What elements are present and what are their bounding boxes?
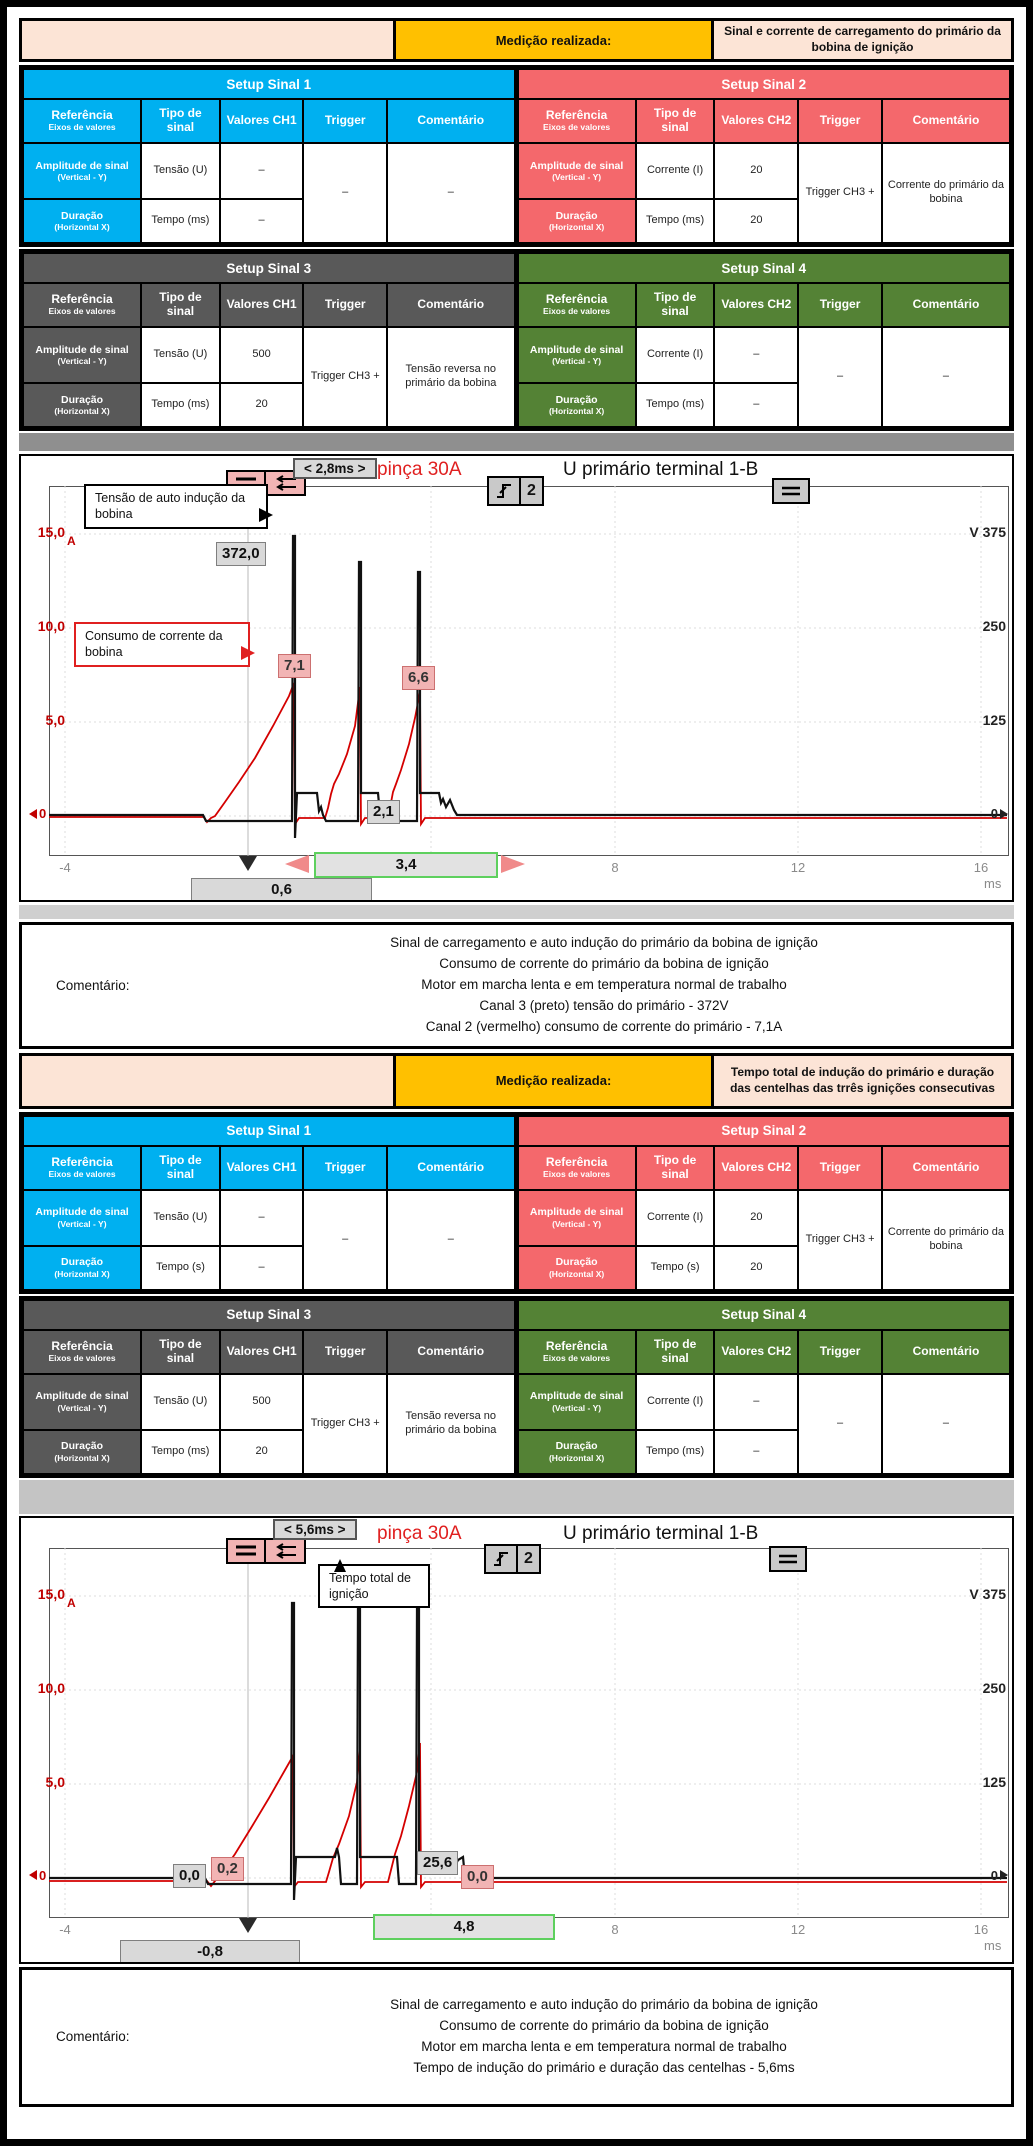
comment-line: Consumo de corrente do primário da bobina de ignição — [439, 955, 769, 971]
cell-comment: – — [882, 1374, 1010, 1474]
left-zero-marker: 0 — [29, 806, 46, 821]
cell-tipo2: Tempo (s) — [141, 1246, 220, 1290]
x-tick: -4 — [59, 860, 71, 875]
cell-val2: 20 — [220, 383, 304, 427]
value-spark-time: 2,1 — [367, 800, 400, 824]
cursor-lines-iconbox — [772, 478, 810, 504]
oscilloscope-1 — [19, 454, 1014, 902]
setup-title: Setup Sinal 3 — [23, 1300, 515, 1330]
cell-val2: 20 — [220, 1430, 304, 1474]
cursor-lines-icon — [771, 1548, 805, 1570]
col-header-comentario: Comentário — [882, 283, 1010, 327]
header-blank-cell — [22, 1056, 396, 1106]
left-arrow-icon — [29, 809, 37, 819]
cell-tipo2: Tempo (ms) — [141, 383, 220, 427]
measurement-label: Medição realizada: — [396, 21, 714, 59]
cursor-lines-iconbox — [769, 1546, 807, 1572]
col-header-tipo: Tipo de sinal — [636, 1146, 715, 1190]
cell-val2: – — [220, 1246, 304, 1290]
x-unit: ms — [984, 876, 1002, 891]
setup-sinal-2-table — [517, 68, 1012, 244]
setup-title: Setup Sinal 1 — [23, 69, 515, 99]
cell-trigger: – — [798, 1374, 882, 1474]
row-duracao: Duração (Horizontal X) — [23, 1430, 141, 1474]
row-duracao: Duração (Horizontal X) — [518, 1246, 636, 1290]
value-current-third: 6,6 — [402, 666, 435, 690]
cell-trigger: Trigger CH3 + — [303, 327, 387, 427]
value-delta-time: 4,8 — [373, 1914, 555, 1940]
y-right-375: V 375 — [969, 1585, 1006, 1602]
comment-text — [237, 1987, 1011, 2087]
cell-tipo2: Tempo (s) — [636, 1246, 715, 1290]
cell-tipo1: Tensão (U) — [141, 1374, 220, 1430]
right-zero-marker: 0 — [991, 1868, 1008, 1883]
cell-comment: – — [387, 143, 515, 243]
col-header-trigger: Trigger — [798, 99, 882, 143]
scope-plot — [49, 1548, 1009, 1918]
setup-sinal-4-table — [517, 252, 1012, 428]
callout-auto-induction: Tensão de auto indução da bobina — [84, 484, 268, 529]
cell-tipo2: Tempo (ms) — [636, 199, 715, 243]
cell-tipo1: Tensão (U) — [141, 143, 220, 199]
arrow-right-icon — [501, 855, 525, 873]
col-header-tipo: Tipo de sinal — [141, 99, 220, 143]
comment-line: Motor em marcha lenta e em temperatura normal de trabalho — [421, 2038, 787, 2054]
col-header-referencia: Referência Eixos de valores — [23, 1146, 141, 1190]
setup-title: Setup Sinal 4 — [518, 253, 1011, 283]
setup-tables-1-2 — [19, 1112, 1014, 1294]
cell-val1: – — [714, 1374, 798, 1430]
cell-comment: Corrente do primário da bobina — [882, 143, 1010, 243]
col-header-comentario: Comentário — [882, 99, 1010, 143]
col-header-tipo: Tipo de sinal — [141, 1146, 220, 1190]
col-header-valores: Valores CH1 — [220, 1146, 304, 1190]
col-header-valores: Valores CH1 — [220, 99, 304, 143]
col-header-valores: Valores CH2 — [714, 283, 798, 327]
setup-sinal-4-table — [517, 1299, 1012, 1475]
setup-title: Setup Sinal 2 — [518, 69, 1011, 99]
scope-plot — [49, 486, 1009, 856]
col-header-trigger: Trigger — [303, 1146, 387, 1190]
comment-line: Tempo de indução do primário e duração das centelhas - 5,6ms — [413, 2059, 795, 2075]
callout-current-consumption: Consumo de corrente da bobina — [74, 622, 250, 667]
cell-val1: 500 — [220, 1374, 304, 1430]
channel-controls-iconbox — [226, 1538, 306, 1564]
setup-sinal-3-table — [22, 252, 517, 428]
col-header-tipo: Tipo de sinal — [636, 283, 715, 327]
setup-sinal-3-table — [22, 1299, 517, 1475]
x-tick: -4 — [59, 1921, 71, 1937]
trigger-settings-iconbox — [487, 476, 544, 506]
x-tick: 8 — [611, 1921, 619, 1937]
setup-title: Setup Sinal 4 — [518, 1300, 1011, 1330]
oscilloscope-2 — [19, 1516, 1014, 1964]
y-left-5: 5,0 — [45, 712, 65, 728]
trigger-settings-iconbox — [484, 1544, 541, 1574]
cell-trigger: – — [303, 143, 387, 243]
cell-tipo1: Corrente (I) — [636, 1190, 715, 1246]
scope-title: U primário terminal 1-B — [563, 1522, 759, 1544]
cell-val2: 20 — [714, 199, 798, 243]
cell-tipo2: Tempo (ms) — [636, 1430, 715, 1474]
col-header-referencia: Referência Eixos de valores — [23, 283, 141, 327]
callout-total-ignition-time: Tempo total de ignição — [318, 1564, 430, 1609]
value-start-time: 0,6 — [191, 878, 372, 902]
row-amplitude: Amplitude de sinal (Vertical - Y) — [518, 143, 636, 199]
setup-sinal-2-table — [517, 1115, 1012, 1291]
col-header-valores: Valores CH2 — [714, 1330, 798, 1374]
col-header-trigger: Trigger — [798, 1146, 882, 1190]
setup-tables-3-4 — [19, 1296, 1014, 1478]
cell-val1: 500 — [220, 327, 304, 383]
x-tick: 12 — [790, 860, 806, 875]
col-header-trigger: Trigger — [798, 283, 882, 327]
cell-tipo1: Corrente (I) — [636, 143, 715, 199]
header-blank-cell — [22, 21, 396, 59]
row-amplitude: Amplitude de sinal (Vertical - Y) — [518, 327, 636, 383]
value-burn-voltage: 25,6 — [417, 1851, 458, 1875]
comment-section-1 — [19, 922, 1014, 1049]
col-header-valores: Valores CH2 — [714, 99, 798, 143]
col-header-trigger: Trigger — [798, 1330, 882, 1374]
col-header-referencia: Referência Eixos de valores — [518, 99, 636, 143]
right-zero-marker: 0 — [991, 806, 1008, 821]
col-header-valores: Valores CH2 — [714, 1146, 798, 1190]
x-tick: 16 — [973, 860, 989, 875]
cell-val1: – — [220, 143, 304, 199]
row-amplitude: Amplitude de sinal (Vertical - Y) — [23, 1190, 141, 1246]
comment-line: Motor em marcha lenta e em temperatura normal de trabalho — [421, 976, 787, 992]
cell-trigger: – — [303, 1190, 387, 1290]
col-header-comentario: Comentário — [882, 1146, 1010, 1190]
col-header-trigger: Trigger — [303, 283, 387, 327]
y-left-10: 10,0 — [37, 1679, 65, 1696]
cell-val2: – — [714, 383, 798, 427]
row-amplitude: Amplitude de sinal (Vertical - Y) — [518, 1374, 636, 1430]
cell-tipo2: Tempo (ms) — [141, 1430, 220, 1474]
channel-levels-icon — [228, 1540, 264, 1562]
cell-tipo1: Tensão (U) — [141, 1190, 220, 1246]
setup-tables-3-4 — [19, 249, 1014, 431]
x-tick: 12 — [790, 1921, 806, 1937]
row-amplitude: Amplitude de sinal (Vertical - Y) — [23, 143, 141, 199]
value-current-peak: 7,1 — [278, 654, 311, 678]
y-left-unit: A — [67, 1595, 76, 1610]
y-left-10: 10,0 — [37, 618, 65, 634]
col-header-comentario: Comentário — [387, 283, 515, 327]
trace-voltage-black — [49, 1600, 1007, 1900]
x-tick: 8 — [611, 860, 619, 875]
col-header-comentario: Comentário — [387, 1146, 515, 1190]
cursor-lines-icon — [774, 480, 808, 502]
divider-strip — [19, 1480, 1014, 1514]
arrow-left-icon — [285, 855, 309, 873]
setup-tables-1-2 — [19, 65, 1014, 247]
cell-val1: 20 — [714, 143, 798, 199]
col-header-comentario: Comentário — [387, 1330, 515, 1374]
y-right-375: V 375 — [969, 524, 1006, 540]
col-header-trigger: Trigger — [303, 1330, 387, 1374]
row-duracao: Duração (Horizontal X) — [518, 199, 636, 243]
scope-title-red: pinça 30A — [377, 1522, 462, 1544]
cell-val2: 20 — [714, 1246, 798, 1290]
col-header-tipo: Tipo de sinal — [141, 1330, 220, 1374]
trigger-channel-number: 2 — [519, 478, 542, 504]
row-duracao: Duração (Horizontal X) — [518, 1430, 636, 1474]
row-amplitude: Amplitude de sinal (Vertical - Y) — [23, 1374, 141, 1430]
cell-val1: 20 — [714, 1190, 798, 1246]
col-header-valores: Valores CH1 — [220, 1330, 304, 1374]
cell-val1: – — [220, 1190, 304, 1246]
row-amplitude: Amplitude de sinal (Vertical - Y) — [23, 327, 141, 383]
scope-title-red: pinça 30A — [377, 459, 462, 480]
cell-val1: – — [714, 327, 798, 383]
col-header-comentario: Comentário — [882, 1330, 1010, 1374]
comment-line: Canal 3 (preto) tensão do primário - 372V — [479, 997, 729, 1013]
measurement-header-2 — [19, 1053, 1014, 1109]
setup-title: Setup Sinal 1 — [23, 1116, 515, 1146]
cell-tipo2: Tempo (ms) — [636, 383, 715, 427]
y-right-125: 125 — [982, 1773, 1006, 1790]
measurement-label: Medição realizada: — [396, 1056, 714, 1106]
col-header-referencia: Referência Eixos de valores — [518, 1146, 636, 1190]
value-start-time: -0,8 — [120, 1940, 300, 1964]
row-duracao: Duração (Horizontal X) — [518, 383, 636, 427]
comment-label: Comentário: — [56, 2029, 130, 2045]
comment-label: Comentário: — [56, 977, 130, 993]
col-header-referencia: Referência Eixos de valores — [518, 283, 636, 327]
y-left-15: 15,0 — [37, 524, 65, 540]
cell-tipo1: Corrente (I) — [636, 327, 715, 383]
x-tick: 16 — [973, 1921, 989, 1937]
left-zero-marker: 0 — [29, 1868, 46, 1883]
y-left-5: 5,0 — [45, 1773, 65, 1790]
col-header-tipo: Tipo de sinal — [636, 1330, 715, 1374]
y-left-unit: A — [67, 534, 76, 548]
cell-trigger: – — [798, 327, 882, 427]
trace-current-red — [49, 683, 1007, 824]
setup-sinal-1-table — [22, 68, 517, 244]
col-header-trigger: Trigger — [303, 99, 387, 143]
setup-sinal-1-table — [22, 1115, 517, 1291]
y-left-15: 15,0 — [37, 1585, 65, 1602]
comment-line: Consumo de corrente do primário da bobina de ignição — [439, 2017, 769, 2033]
cell-comment: Corrente do primário da bobina — [882, 1190, 1010, 1290]
scope-title: U primário terminal 1-B — [563, 459, 759, 480]
cell-val2: – — [220, 199, 304, 243]
comment-section-2 — [19, 1967, 1014, 2107]
measurement-header-1 — [19, 18, 1014, 62]
y-right-250: 250 — [982, 1679, 1006, 1696]
cell-trigger: Trigger CH3 + — [798, 1190, 882, 1290]
trigger-marker-icon — [239, 856, 257, 871]
y-right-250: 250 — [982, 618, 1006, 634]
comment-line: Sinal de carregamento e auto indução do primário da bobina de ignição — [390, 1996, 818, 2012]
row-duracao: Duração (Horizontal X) — [23, 383, 141, 427]
x-unit: ms — [984, 1937, 1002, 1953]
comment-line: Sinal de carregamento e auto indução do primário da bobina de ignição — [390, 935, 818, 950]
cell-trigger: Trigger CH3 + — [303, 1374, 387, 1474]
trigger-slope-icon — [486, 1546, 516, 1572]
time-measurement-badge: < 5,6ms > — [273, 1519, 357, 1540]
cell-comment: – — [882, 327, 1010, 427]
cell-comment: Tensão reversa no primário da bobina — [387, 327, 515, 427]
divider-strip — [19, 433, 1014, 451]
col-header-referencia: Referência Eixos de valores — [23, 1330, 141, 1374]
trigger-channel-number: 2 — [516, 1546, 539, 1572]
right-arrow-icon — [1000, 1870, 1008, 1880]
row-amplitude: Amplitude de sinal (Vertical - Y) — [518, 1190, 636, 1246]
row-duracao: Duração (Horizontal X) — [23, 1246, 141, 1290]
setup-title: Setup Sinal 3 — [23, 253, 515, 283]
cell-val2: – — [714, 1430, 798, 1474]
setup-title: Setup Sinal 2 — [518, 1116, 1011, 1146]
measurement-value: Sinal e corrente de carregamento do primário da bobina de ignição — [714, 21, 1011, 59]
divider-strip — [19, 905, 1014, 919]
left-arrow-icon — [29, 1870, 37, 1880]
col-header-comentario: Comentário — [387, 99, 515, 143]
value-auto-induction: 372,0 — [216, 542, 266, 566]
cell-comment: Tensão reversa no primário da bobina — [387, 1374, 515, 1474]
trigger-marker-icon — [239, 1918, 257, 1933]
y-right-125: 125 — [982, 712, 1006, 728]
col-header-referencia: Referência Eixos de valores — [518, 1330, 636, 1374]
cell-tipo1: Tensão (U) — [141, 327, 220, 383]
pan-arrows-icon — [264, 1540, 304, 1562]
trigger-slope-icon — [489, 478, 519, 504]
right-arrow-icon — [1000, 809, 1008, 819]
cell-tipo2: Tempo (ms) — [141, 199, 220, 243]
value-first-spark: 0,2 — [211, 1857, 244, 1881]
cell-comment: – — [387, 1190, 515, 1290]
cell-tipo1: Corrente (I) — [636, 1374, 715, 1430]
comment-text — [237, 925, 1011, 1046]
trace-voltage-black — [49, 536, 1007, 838]
col-header-valores: Valores CH1 — [220, 283, 304, 327]
value-delta-time: 3,4 — [314, 852, 498, 878]
value-cursor-left: 0,0 — [173, 1864, 206, 1888]
measurement-value: Tempo total de indução do primário e duração das centelhas das trrês ignições consecutivas — [714, 1056, 1011, 1106]
col-header-referencia: Referência Eixos de valores — [23, 99, 141, 143]
time-measurement-badge: < 2,8ms > — [293, 458, 377, 479]
value-cursor-right: 0,0 — [461, 1865, 494, 1889]
col-header-tipo: Tipo de sinal — [141, 283, 220, 327]
cell-trigger: Trigger CH3 + — [798, 143, 882, 243]
comment-line: Canal 2 (vermelho) consumo de corrente do primário - 7,1A — [425, 1018, 783, 1034]
row-duracao: Duração (Horizontal X) — [23, 199, 141, 243]
col-header-tipo: Tipo de sinal — [636, 99, 715, 143]
